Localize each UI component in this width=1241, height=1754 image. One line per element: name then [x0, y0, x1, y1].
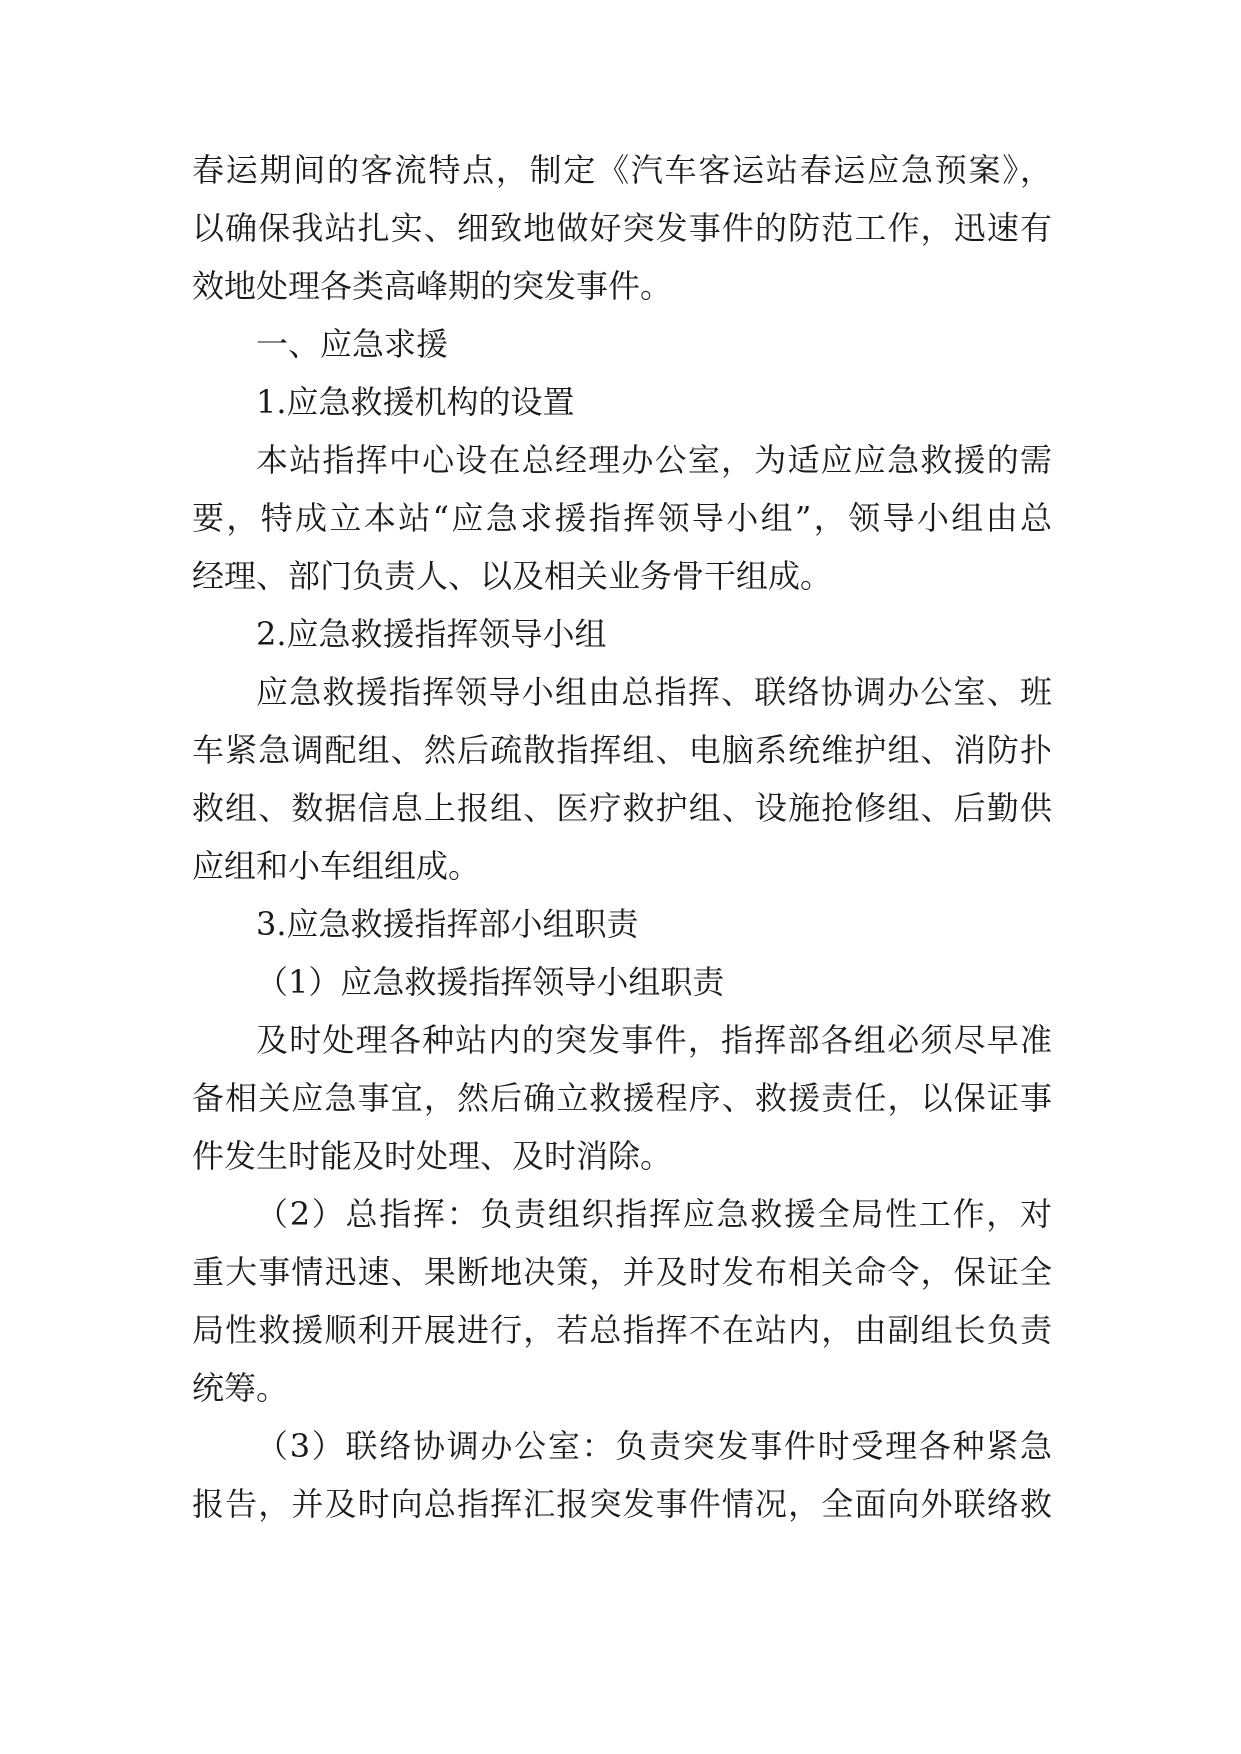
text-line: （3）联络协调办公室：负责突发事件时受理各种紧急: [256, 1427, 1052, 1465]
text-line: 局性救援顺利开展进行，若总指挥不在站内，由副组长负责: [192, 1311, 1052, 1349]
subsection-heading: （1）应急救援指挥领导小组职责: [256, 963, 725, 1001]
text-line: 应急救援指挥领导小组由总指挥、联络协调办公室、班: [256, 673, 1052, 711]
text-line: 报告，并及时向总指挥汇报突发事件情况，全面向外联络救: [192, 1485, 1052, 1523]
text-line: 以确保我站扎实、细致地做好突发事件的防范工作，迅速有: [192, 209, 1052, 247]
subsection-heading: 2.应急救援指挥领导小组: [256, 615, 607, 653]
text-line: 要，特成立本站“应急求援指挥领导小组”，领导小组由总: [192, 499, 1052, 537]
text-line: 本站指挥中心设在总经理办公室，为适应应急救援的需: [256, 441, 1052, 479]
text-line: 统筹。: [192, 1369, 289, 1407]
subsection-heading: 1.应急救援机构的设置: [256, 383, 575, 421]
text-line: 效地处理各类高峰期的突发事件。: [192, 267, 673, 305]
text-line: 应组和小车组组成。: [192, 847, 481, 885]
text-line: （2）总指挥：负责组织指挥应急救援全局性工作，对: [256, 1195, 1052, 1233]
section-heading: 一、应急求援: [256, 325, 449, 363]
text-line: 件发生时能及时处理、及时消除。: [192, 1137, 673, 1175]
text-line: 救组、数据信息上报组、医疗救护组、设施抢修组、后勤供: [192, 789, 1052, 827]
text-line: 重大事情迅速、果断地决策，并及时发布相关命令，保证全: [192, 1253, 1052, 1291]
text-line: 春运期间的客流特点，制定《汽车客运站春运应急预案》，: [192, 151, 1052, 189]
text-line: 经理、部门负责人、以及相关业务骨干组成。: [192, 557, 833, 595]
text-line: 及时处理各种站内的突发事件，指挥部各组必须尽早准: [256, 1021, 1052, 1059]
text-line: 车紧急调配组、然后疏散指挥组、电脑系统维护组、消防扑: [192, 731, 1052, 769]
text-line: 备相关应急事宜，然后确立救援程序、救援责任，以保证事: [192, 1079, 1052, 1117]
subsection-heading: 3.应急救援指挥部小组职责: [256, 905, 639, 943]
